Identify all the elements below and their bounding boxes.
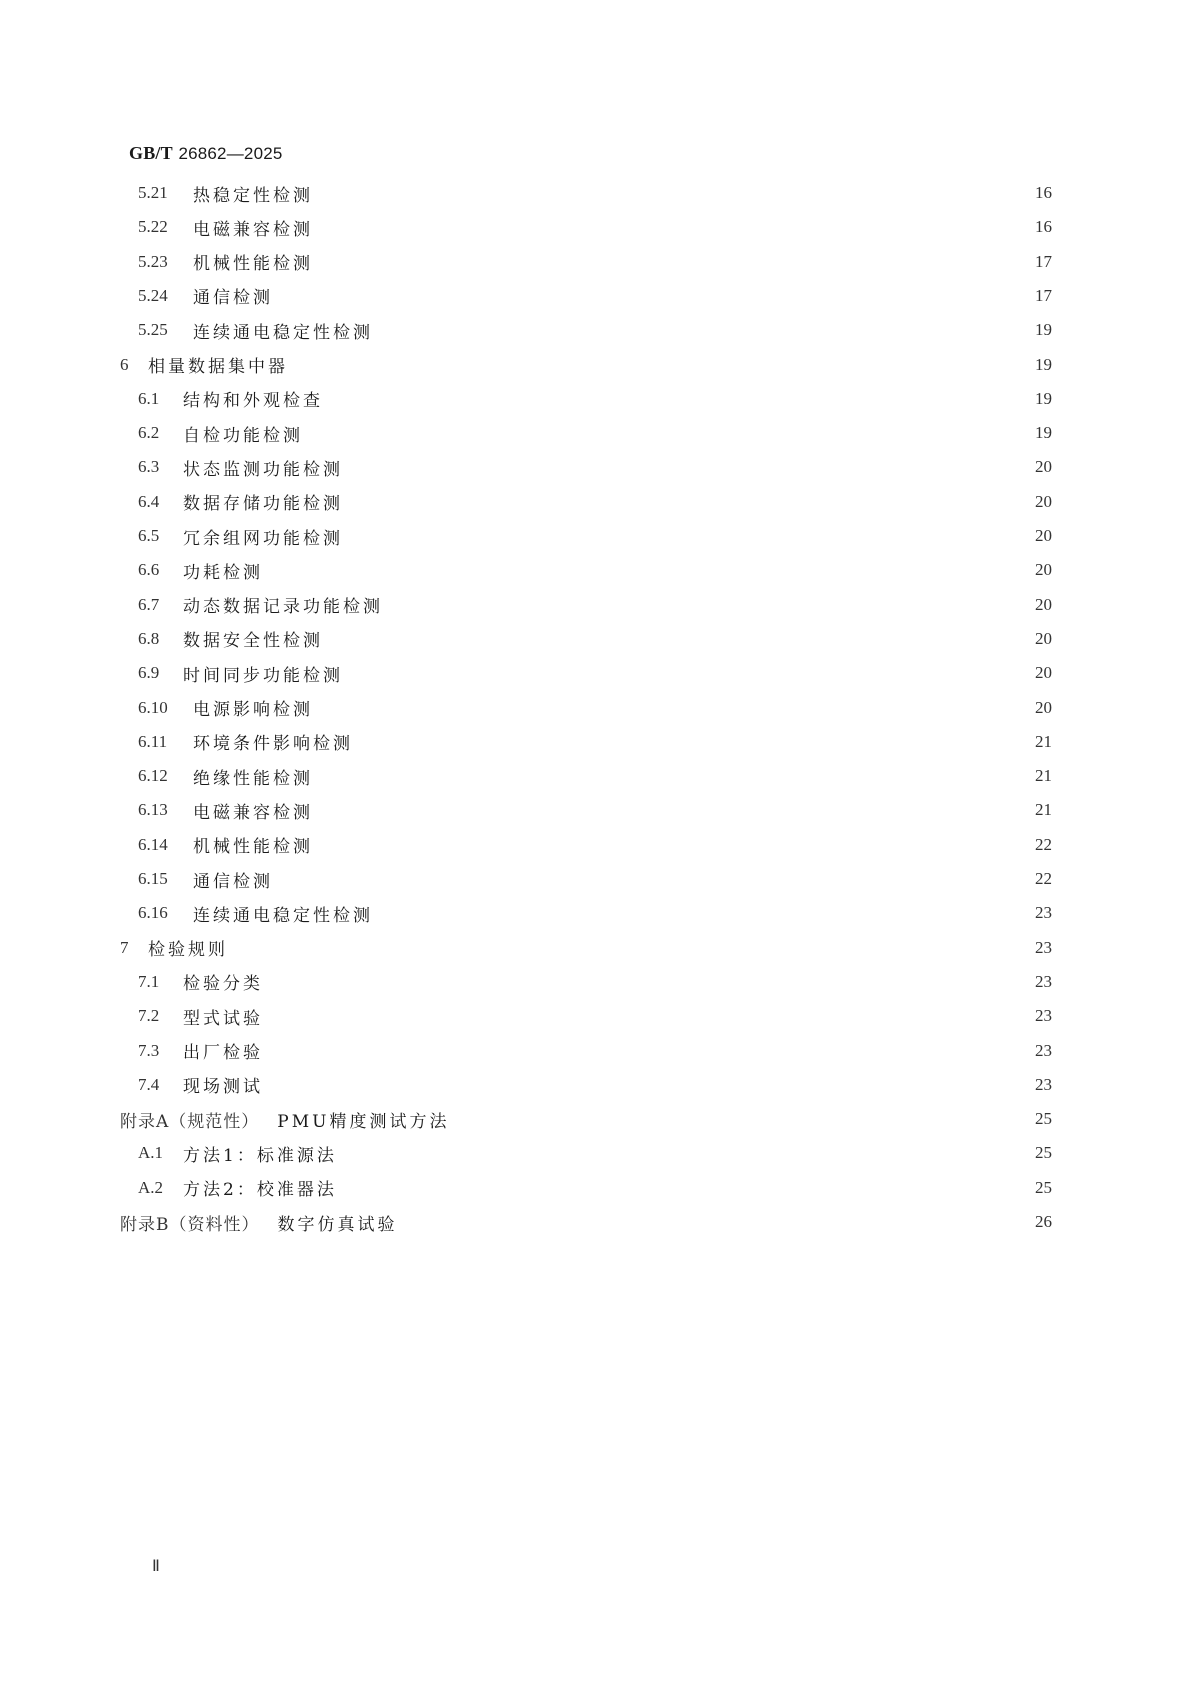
toc-section-number: 7.1 [138,971,160,991]
toc-section-number: 6.14 [138,834,168,854]
toc-page-number: 21 [1035,800,1052,820]
toc-section-number: 6.16 [138,903,168,923]
toc-title: 通信检测 [193,288,273,309]
toc-page-number: 20 [1035,628,1052,648]
dot-leader [327,797,1024,823]
toc-page-number: 20 [1035,697,1052,717]
toc-entry[interactable] [138,283,1052,309]
toc-section-number: 附录A（规范性） [120,1111,260,1132]
toc-page-number: 17 [1035,285,1052,305]
toc-page-number: 20 [1035,457,1052,477]
toc-title: 现场测试 [183,1077,263,1098]
dot-leader [267,557,1024,583]
toc-title: 机械性能检测 [193,254,313,275]
toc-title: 型式试验 [183,1008,263,1029]
toc-entry[interactable] [138,420,1052,446]
toc-title: 通信检测 [193,871,273,892]
toc-title: 环境条件影响检测 [193,734,353,755]
toc-section-number: 6.12 [138,766,168,786]
toc-section-number: 7.2 [138,1006,160,1026]
toc-entry[interactable] [138,317,1052,343]
toc-entry[interactable] [120,1209,1052,1235]
toc-section-number: 5.21 [138,183,168,202]
toc-page-number: 25 [1035,1143,1052,1163]
toc-page-number: 22 [1035,834,1052,854]
dot-leader [327,386,1024,412]
toc-title: 相量数据集中器 [148,357,288,377]
toc-section-number: A.1 [138,1143,164,1163]
toc-entry[interactable] [138,900,1052,926]
dot-leader [347,454,1024,480]
toc-title: 电磁兼容检测 [193,802,313,823]
toc-page-number: 20 [1035,594,1052,614]
toc-title: 时间同步功能检测 [183,665,343,686]
toc-page-number: 26 [1035,1212,1052,1231]
toc-section-number: 6.10 [138,697,168,717]
dot-leader [347,489,1024,515]
toc-page-number: 20 [1035,491,1052,511]
toc-title: 出厂检验 [183,1043,263,1063]
toc-entry[interactable] [138,557,1052,583]
toc-section-number: 6 [120,354,129,374]
toc-section-number: 6.6 [138,560,160,580]
toc-section-number: 5.24 [138,285,168,305]
toc-page-number: 23 [1035,971,1052,991]
toc-page-number: 22 [1035,869,1052,888]
toc-title: 自检功能检测 [183,425,303,446]
toc-title: 绝缘性能检测 [193,768,313,789]
page-number: Ⅱ [152,1558,160,1575]
toc-section-number: 6.3 [138,457,160,477]
toc-page-number: 19 [1035,320,1052,340]
toc-entry[interactable] [138,454,1052,480]
toc-entry[interactable] [138,489,1052,515]
dot-leader [292,352,1024,378]
toc-title: 热稳定性检测 [193,185,313,206]
toc-entry[interactable] [138,797,1052,823]
dot-leader [307,420,1024,446]
dot-leader [327,695,1024,721]
toc-entry[interactable] [138,180,1052,206]
toc-page-number: 19 [1035,388,1052,408]
dot-leader [327,763,1024,789]
toc-section-number: 5.22 [138,217,168,237]
toc-title: 数字仿真试验 [277,1214,398,1235]
dot-leader [267,1038,1024,1064]
toc-title: PMU精度测试方法 [277,1111,450,1132]
dot-leader [327,214,1024,240]
toc-section-number: 6.9 [138,663,160,683]
dot-leader [463,1106,1024,1132]
dot-leader [327,249,1024,275]
toc-page-number: 21 [1035,731,1052,751]
dot-leader [267,969,1024,995]
toc-section-number: 6.1 [138,388,160,408]
toc-page-number: 16 [1035,183,1052,202]
toc-title: 连续通电稳定性检测 [193,905,373,926]
standard-prefix: GB/T [129,143,173,163]
toc-entry[interactable] [138,1072,1052,1098]
toc-section-number: A.2 [138,1177,164,1197]
toc-page-number: 16 [1035,217,1052,237]
toc-page-number: 19 [1035,423,1052,443]
toc-entry[interactable] [138,592,1052,618]
toc-entry[interactable] [120,935,1052,961]
toc-section-number: 5.25 [138,320,168,340]
toc-entry[interactable] [138,1140,1052,1166]
toc-page-number: 23 [1035,1006,1052,1026]
toc-title: 结构和外观检查 [183,391,323,412]
toc-page-number: 19 [1035,354,1052,374]
toc-entry[interactable] [138,1175,1052,1201]
toc-entry[interactable] [138,695,1052,721]
toc-section-number: 6.7 [138,594,160,614]
toc-section-number: 6.13 [138,800,168,820]
dot-leader [367,729,1024,755]
toc-section-number: 6.2 [138,423,160,443]
toc-entry[interactable] [120,352,1052,378]
toc-section-number: 7 [120,937,129,957]
toc-entry[interactable] [138,1038,1052,1064]
toc-page-number: 25 [1035,1177,1052,1197]
toc-entry[interactable] [138,523,1052,549]
toc-title: 方法2：校准器法 [183,1180,337,1201]
toc-page-number: 23 [1035,937,1052,957]
toc-section-number: 6.11 [138,731,168,751]
toc-page-number: 20 [1035,526,1052,545]
toc-page-number: 25 [1035,1109,1052,1129]
toc-section-number: 6.4 [138,491,160,511]
dot-leader [327,832,1024,858]
toc-title: 数据安全性检测 [183,631,323,652]
toc-title: 状态监测功能检测 [183,459,343,480]
dot-leader [232,935,1024,961]
toc-entry[interactable] [138,660,1052,686]
toc-section-number: 6.5 [138,526,160,545]
toc-page-number: 17 [1035,251,1052,271]
toc-title: 动态数据记录功能检测 [183,597,383,618]
toc-page-number: 21 [1035,766,1052,786]
toc-title: 功耗检测 [183,562,263,583]
toc-section-number: 7.4 [138,1074,160,1094]
toc-entry[interactable] [138,626,1052,652]
toc-page-number: 23 [1035,903,1052,923]
toc-title: 机械性能检测 [193,837,313,858]
dot-leader [351,1175,1024,1201]
toc-page-number: 23 [1035,1040,1052,1060]
toc-title: 冗余组网功能检测 [183,528,343,549]
dot-leader [387,900,1024,926]
toc-section-number: 6.15 [138,869,168,888]
toc-page-number: 20 [1035,560,1052,580]
dot-leader [327,180,1024,206]
toc-entry[interactable] [138,763,1052,789]
dot-leader [387,592,1024,618]
standard-number: 26862—2025 [178,144,283,163]
toc-entry[interactable] [138,214,1052,240]
dot-leader [387,317,1024,343]
toc-entry[interactable] [138,969,1052,995]
toc-entry[interactable] [120,1106,1052,1132]
dot-leader [267,1003,1024,1029]
toc-section-number: 附录B（资料性） [120,1214,260,1235]
toc-section-number: 6.8 [138,628,160,648]
toc-entry[interactable] [138,729,1052,755]
toc-section-number: 7.3 [138,1040,160,1060]
dot-leader [402,1209,1025,1235]
toc-entry[interactable] [138,832,1052,858]
toc-title: 数据存储功能检测 [183,494,343,515]
dot-leader [287,283,1024,309]
toc-title: 连续通电稳定性检测 [193,322,373,343]
toc-title: 电磁兼容检测 [193,219,313,240]
dot-leader [347,523,1024,549]
toc-entry[interactable] [138,386,1052,412]
toc-title: 检验规则 [148,940,228,961]
dot-leader [351,1140,1024,1166]
toc-page-number: 20 [1035,663,1052,683]
toc-section-number: 5.23 [138,251,168,271]
toc-entry[interactable] [138,866,1052,892]
toc-page-number: 23 [1035,1074,1052,1094]
toc-title: 电源影响检测 [193,700,313,720]
dot-leader [327,626,1024,652]
toc-entry[interactable] [138,1003,1052,1029]
dot-leader [287,866,1024,892]
toc-entry[interactable] [138,249,1052,275]
dot-leader [347,660,1024,686]
toc-title: 方法1：标准源法 [183,1145,337,1166]
dot-leader [267,1072,1024,1098]
toc-title: 检验分类 [183,974,263,995]
document-header [129,143,283,164]
